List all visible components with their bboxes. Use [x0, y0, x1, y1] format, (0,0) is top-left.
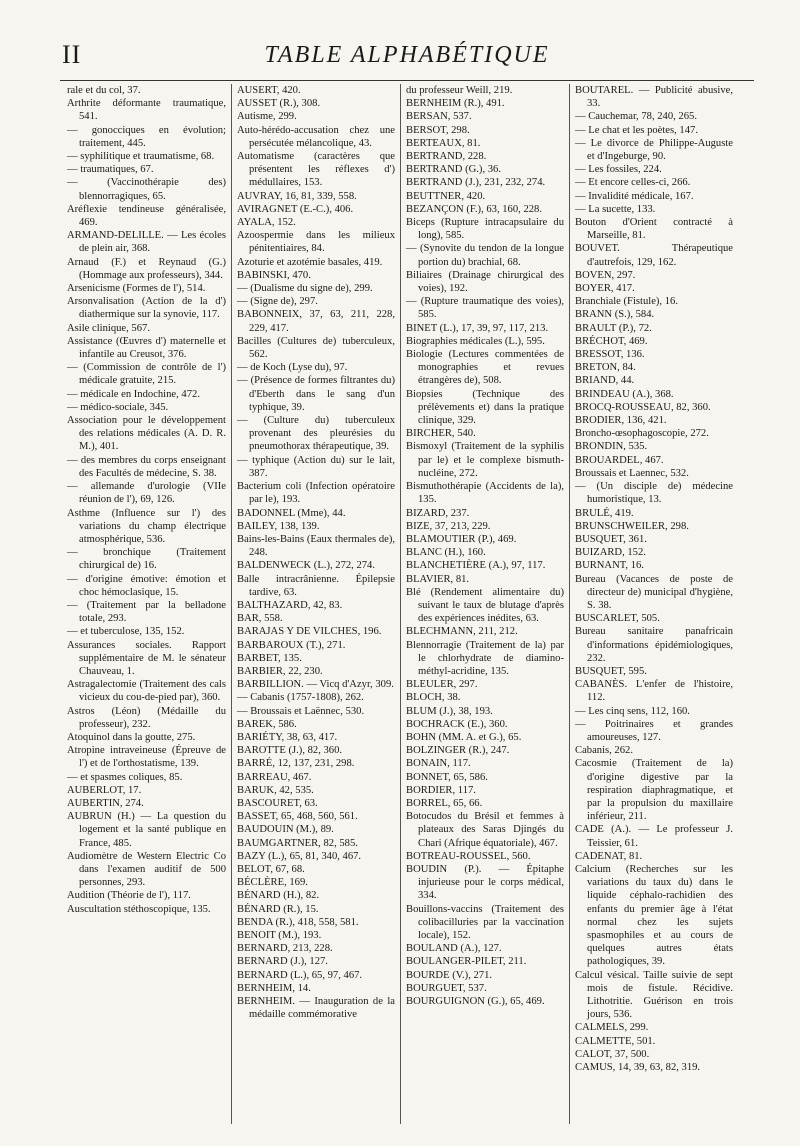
index-entry: BERTRAND, 228. [406, 151, 487, 163]
index-entry: BOHN (MM. A. et G.), 65. [406, 731, 522, 743]
index-entry: — (Vaccinothérapie des) blennorragiques, 65. [67, 177, 226, 202]
index-entry: — syphilitique et traumatisme, 68. [67, 151, 215, 163]
index-entry: BARBILLION. — Vicq d'Azyr, 309. [237, 679, 394, 691]
index-entry: — (Rupture traumatique des voies), 585. [406, 296, 564, 321]
index-entry: BRETON, 84. [575, 362, 636, 374]
index-entry: BARBET, 135. [237, 652, 302, 664]
index-entry: BENDA (R.), 418, 558, 581. [237, 916, 359, 928]
index-entry: Botocudos du Brésil et femmes à plateaux des Saras Djingés du Chari (Afrique équatoriale), 467. [406, 811, 564, 849]
index-entry: Aréflexie tendineuse généralisée, 469. [67, 203, 226, 229]
index-entry: BRINDEAU (A.), 368. [575, 388, 674, 400]
index-entry: BOURDE (V.), 271. [406, 969, 493, 981]
index-entry: — Le divorce de Philippe-Auguste et d'Ingeburge, 90. [575, 137, 733, 163]
index-entry: Assistance (Œuvres d') maternelle et infantile au Creusot, 376. [67, 335, 226, 361]
index-entry: — médico-sociale, 345. [67, 401, 169, 413]
index-entry: BIZARD, 237. [406, 507, 470, 519]
index-entry: BERTRAND (G.), 36. [406, 164, 501, 176]
index-entry: BELOT, 67, 68. [237, 863, 305, 875]
index-entry: BAROTTE (J.), 82, 360. [237, 745, 343, 757]
index-entry: BOLZINGER (R.), 247. [406, 745, 510, 757]
index-entry: Arnaud (F.) et Reynaud (G.) (Hommage aux professeurs), 344. [67, 256, 226, 281]
index-entry: BRUNSCHWEILER, 298. [575, 520, 689, 532]
index-entry: Bacterium coli (Infection opératoire par le), 193. [237, 481, 395, 506]
index-entry: rale et du col, 37. [67, 85, 141, 96]
index-entry: BASSET, 65, 468, 560, 561. [237, 811, 358, 823]
index-entry: Auto-hérédo-accusation chez une persécutée mélancolique, 43. [237, 124, 395, 149]
index-entry: Audiomètre de Western Electric Co dans l'examen auditif de 500 personnes, 293. [67, 850, 226, 889]
index-entry: BEZANÇON (F.), 63, 160, 228. [406, 203, 542, 215]
index-entry: CADE (A.). — Le professeur J. Teissier, 61. [575, 824, 733, 849]
index-entry: BARAJAS Y DE VILCHES, 196. [237, 626, 382, 638]
index-entry: BOURGUIGNON (G.), 65, 469. [406, 996, 545, 1008]
index-entry: BERSAN, 537. [406, 111, 472, 123]
index-entry: Blé (Rendement alimentaire du) suivant le taux de blutage d'après des expériences inédites, 63. [406, 586, 564, 625]
index-entry: AUBERTIN, 274. [67, 797, 144, 809]
index-entry: BLEULER, 297. [406, 679, 478, 691]
index-entry: — (Traitement par la belladone totale, 293. [67, 599, 226, 625]
index-entry: Biliaires (Drainage chirurgical des voies), 192. [406, 269, 564, 295]
index-entry: BRIAND, 44. [575, 375, 635, 387]
index-entry: BLECHMANN, 211, 212. [406, 626, 518, 638]
index-entry: BERNHEIM. — Inauguration de la médaille commémorative [237, 996, 395, 1021]
index-entry: — (Dualisme du signe de), 299. [237, 283, 373, 295]
index-entry: BRULÉ, 419. [575, 507, 634, 519]
index-entry: — (Synovite du tendon de la longue portion du) brachial, 68. [406, 243, 564, 268]
index-entry: BUIZARD, 152. [575, 547, 646, 559]
index-entry: BABONNEIX, 37, 63, 211, 228, 229, 417. [237, 309, 395, 334]
index-entry: Calcul vésical. Taille suivie de sept mois de fistule. Récidive. Lithotritie. Guérison en trois jours, 536. [575, 969, 733, 1021]
index-entry: Bureau (Vacances de poste de directeur de) municipal d'hygiène, S. 38. [575, 573, 733, 611]
index-entry: Azoospermie dans les milieux pénitentiaires, 84. [237, 230, 395, 255]
index-entry: Arsenicisme (Formes de l'), 514. [67, 283, 206, 295]
index-entry: BÉNARD (H.), 82. [237, 890, 320, 902]
index-entry: BINET (L.), 17, 39, 97, 117, 213. [406, 322, 549, 334]
index-entry: Cabanis, 262. [575, 745, 633, 757]
page-title: TABLE ALPHABÉTIQUE [264, 42, 550, 68]
index-entry: BORREL, 65, 66. [406, 797, 483, 809]
index-entry: Asile clinique, 567. [67, 322, 150, 334]
index-entry: CAMUS, 14, 39, 63, 82, 319. [575, 1062, 701, 1074]
index-entry: Branchiale (Fistule), 16. [575, 296, 678, 308]
index-entry: Bains-les-Bains (Eaux thermales de), 248. [237, 533, 395, 559]
index-entry: BARBIER, 22, 230. [237, 665, 323, 677]
index-entry: AUSSET (R.), 308. [237, 98, 321, 110]
index-entry: — Poitrinaires et grandes amoureuses, 127. [575, 718, 733, 743]
index-entry: — Et encore celles-ci, 266. [575, 177, 691, 189]
index-entry: BERNARD (L.), 65, 97, 467. [237, 969, 363, 981]
index-entry: BASCOURET, 63. [237, 797, 318, 809]
index-entry: BARREAU, 467. [237, 771, 312, 783]
index-entry: BRESSOT, 136. [575, 349, 645, 361]
index-entry: BERNARD, 213, 228. [237, 943, 333, 955]
index-entry: BRODIER, 136, 421. [575, 415, 667, 427]
index-entry: Bouton d'Orient contracté à Marseille, 81. [575, 217, 733, 242]
index-entry: Biopsies (Technique des prélèvements et) dans la pratique clinique, 329. [406, 388, 564, 427]
index-entry: BÉCLÈRE, 169. [237, 877, 308, 889]
index-entry: Bacilles (Cultures de) tuberculeux, 562. [237, 335, 395, 361]
index-entry: BARRÉ, 12, 137, 231, 298. [237, 758, 355, 770]
index-entry: BARBAROUX (T.), 271. [237, 639, 346, 651]
header-rule [60, 80, 754, 81]
index-entry: BEUTTNER, 420. [406, 190, 486, 202]
index-entry: Atropine intraveineuse (Épreuve de l') et de l'orthostatisme, 139. [67, 745, 226, 770]
index-entry: — (Commission de contrôle de l') médicale gratuite, 215. [67, 362, 226, 387]
index-entry: AUBERLOT, 17. [67, 784, 142, 796]
index-entry: — Cauchemar, 78, 240, 265. [575, 111, 697, 123]
index-entry: BORDIER, 117. [406, 784, 476, 796]
index-columns [62, 84, 754, 1124]
index-entry: BABINSKI, 470. [237, 269, 311, 281]
index-entry: — et tuberculose, 135, 152. [67, 626, 185, 638]
index-entry: Biographies médicales (L.), 595. [406, 335, 545, 347]
index-entry: BAREK, 586. [237, 718, 297, 730]
index-entry: — bronchique (Traitement chirurgical de) 16. [67, 547, 226, 572]
index-entry: BERTRAND (J.), 231, 232, 274. [406, 177, 546, 189]
index-column-4 [569, 84, 738, 1124]
index-entry: — Les cinq sens, 112, 160. [575, 705, 690, 717]
index-entry: Assurances sociales. Rapport supplémentaire de M. le sénateur Chauveau, 1. [67, 639, 226, 677]
index-entry: BOYER, 417. [575, 283, 635, 295]
index-entry: Biologie (Lectures commentées de monographies et revues étrangères de), 508. [406, 349, 564, 387]
index-entry: BUSQUET, 595. [575, 665, 647, 677]
index-entry: CABANÈS. L'enfer de l'histoire, 112. [575, 679, 733, 704]
index-entry: BÉNARD (R.), 15. [237, 903, 319, 915]
index-entry: — (Un disciple de) médecine humoristique, 13. [575, 481, 733, 506]
index-entry: Calcium (Recherches sur les variations du taux du) dans le liquide céphalo-rachidien des enfants du premier âge à l'état normal chez les sujets spasmophiles et au cours de quelques autres états pathologiques, 39. [575, 863, 733, 968]
index-entry: — (Signe de), 297. [237, 296, 318, 308]
index-entry: ARMAND-DELILLE. — Les écoles de plein air, 368. [67, 230, 226, 255]
index-entry: BRÉCHOT, 469. [575, 335, 648, 347]
index-entry: BRANN (S.), 584. [575, 309, 655, 321]
index-entry: Atoquinol dans la goutte, 275. [67, 731, 196, 743]
index-entry: BENOIT (M.), 193. [237, 930, 322, 941]
index-entry: CALOT, 37, 500. [575, 1048, 650, 1060]
index-entry: Asthme (Influence sur l') des variations du champ électrique atmosphérique, 536. [67, 507, 226, 545]
index-entry: BAUMGARTNER, 82, 585. [237, 837, 358, 849]
index-entry: BALTHAZARD, 42, 83. [237, 599, 343, 611]
index-entry: BONAIN, 117. [406, 758, 471, 770]
page-header [62, 40, 752, 74]
index-entry: — Les fossiles, 224. [575, 164, 662, 176]
index-entry: — médicale en Indochine, 472. [67, 388, 200, 400]
index-entry: — typhique (Action du) sur le lait, 387. [237, 454, 395, 479]
index-entry: Biceps (Rupture intracapsulaire du long), 585. [406, 217, 564, 242]
index-entry: BOUDIN (P.). — Épitaphe injurieuse pour le corps médical, 334. [406, 863, 564, 902]
index-entry: — Broussais et Laënnec, 530. [237, 705, 365, 717]
index-entry: BLUM (J.), 38, 193. [406, 705, 493, 717]
index-entry: BOCHRACK (E.), 360. [406, 718, 508, 730]
index-entry: BERTEAUX, 81. [406, 137, 481, 149]
index-entry: — La sucette, 133. [575, 203, 656, 215]
index-entry: Cacosmie (Traitement de la) d'origine digestive par la respiration diaphragmatique, et par la propulsion du maxillaire inférieur, 211. [575, 758, 733, 823]
index-entry: Arsonvalisation (Action de la d') diathermique sur la synovie, 117. [67, 296, 226, 321]
index-entry: — (Culture du) tuberculeux provenant des pleurésies du pneumothorax thérapeutique, 39. [237, 415, 395, 453]
index-entry: BLAMOUTIER (P.), 469. [406, 533, 517, 545]
page-number: II [62, 40, 82, 69]
index-entry: — gonocciques en évolution; traitement, 445. [67, 124, 226, 149]
index-entry: — Cabanis (1757-1808), 262. [237, 692, 364, 704]
index-entry: BIRCHER, 540. [406, 428, 476, 440]
index-entry: CALMETTE, 501. [575, 1035, 656, 1047]
index-entry: Astros (Léon) (Médaille du professeur), 232. [67, 705, 226, 730]
index-column-1 [62, 84, 231, 1124]
index-entry: BLANC (H.), 160. [406, 547, 486, 559]
index-entry: — (Présence de formes filtrantes du) d'Eberth dans le sang d'un typhique, 39. [237, 375, 395, 413]
index-entry: BURNANT, 16. [575, 560, 644, 572]
index-entry: BAUDOUIN (M.), 89. [237, 824, 334, 836]
index-entry: BERNHEIM (R.), 491. [406, 98, 505, 110]
index-entry: CALMELS, 299. [575, 1022, 649, 1034]
index-entry: Broussais et Laennec, 532. [575, 467, 689, 479]
index-entry: — Le chat et les poètes, 147. [575, 124, 698, 136]
index-entry: BOVEN, 297. [575, 269, 636, 281]
index-entry: Blennorragie (Traitement de la) par le chlorhydrate de diamino-méthyl-acridine, 135. [406, 639, 564, 677]
index-entry: BLOCH, 38. [406, 692, 461, 704]
index-entry: BOUTAREL. — Publicité abusive, 33. [575, 85, 733, 110]
index-entry: — d'origine émotive: émotion et choc hémoclasique, 15. [67, 573, 226, 598]
index-entry: BUSCARLET, 505. [575, 613, 660, 625]
index-entry: BARIÉTY, 38, 63, 417. [237, 731, 338, 743]
index-entry: BONNET, 65, 586. [406, 771, 488, 783]
index-entry: BERNHEIM, 14. [237, 982, 311, 994]
index-entry: BAZY (L.), 65, 81, 340, 467. [237, 850, 362, 862]
index-entry: Association pour le développement des relations médicales (A. D. R. M.), 401. [67, 415, 226, 453]
index-entry: AUVRAY, 16, 81, 339, 558. [237, 190, 357, 202]
index-entry: — et spasmes coliques, 85. [67, 771, 183, 783]
index-entry: AYALA, 152. [237, 217, 296, 229]
index-entry: BLAVIER, 81. [406, 573, 470, 585]
index-entry: Auscultation stéthoscopique, 135. [67, 903, 211, 915]
index-entry: AUBRUN (H.) — La question du logement et la santé publique en France, 485. [67, 811, 226, 849]
index-entry: — de Koch (Lyse du), 97. [237, 362, 348, 374]
index-entry: CADENAT, 81. [575, 850, 643, 862]
index-entry: BAILEY, 138, 139. [237, 520, 320, 532]
index-entry: Audition (Théorie de l'), 117. [67, 890, 191, 902]
index-entry: BIZE, 37, 213, 229. [406, 520, 491, 532]
index-entry: Bismuthothérapie (Accidents de la), 135. [406, 481, 564, 506]
index-entry: Balle intracrânienne. Épilepsie tardive, 63. [237, 573, 395, 598]
index-entry: BARUK, 42, 535. [237, 784, 314, 796]
index-entry: Bouillons-vaccins (Traitement des colibacilluries par la vaccination locale), 152. [406, 903, 564, 941]
index-column-3 [400, 84, 569, 1124]
index-entry: Azoturie et azotémie basales, 419. [237, 256, 383, 268]
index-entry: — traumatiques, 67. [67, 164, 154, 176]
index-entry: BOURGUET, 537. [406, 982, 487, 994]
index-entry: BLANCHETIÈRE (A.), 97, 117. [406, 560, 546, 572]
index-entry: AVIRAGNET (E.-C.), 406. [237, 203, 354, 215]
index-entry: BUSQUET, 361. [575, 533, 647, 545]
index-entry: AUSERT, 420. [237, 85, 301, 96]
index-entry: — des membres du corps enseignant des Facultés de médecine, S. 38. [67, 454, 226, 479]
index-entry: BOULAND (A.), 127. [406, 943, 502, 955]
index-entry: BERSOT, 298. [406, 124, 470, 136]
index-entry: BOUVET. Thérapeutique d'autrefois, 129, 162. [575, 243, 733, 268]
index-entry: BOULANGER-PILET, 211. [406, 956, 527, 968]
index-entry: Automatisme (caractères que présentent les réflexes d') médullaires, 153. [237, 151, 395, 189]
index-entry: — Invalidité médicale, 167. [575, 190, 694, 202]
index-entry: du professeur Weill, 219. [406, 85, 513, 96]
index-entry: Bureau sanitaire panafricain d'informations épidémiologiques, 232. [575, 626, 733, 664]
index-entry: BROUARDEL, 467. [575, 454, 664, 466]
index-entry: BROCQ-ROUSSEAU, 82, 360. [575, 401, 711, 413]
index-entry: BOTREAU-ROUSSEL, 560. [406, 850, 531, 862]
index-entry: BAR, 558. [237, 613, 283, 625]
index-entry: BRONDIN, 535. [575, 441, 648, 453]
index-entry: Autisme, 299. [237, 111, 297, 123]
index-entry: BADONNEL (Mme), 44. [237, 507, 346, 519]
index-entry: Arthrite déformante traumatique, 541. [67, 98, 226, 123]
index-entry: — allemande d'urologie (VIIe réunion de l'), 69, 126. [67, 481, 226, 506]
index-entry: Astragalectomie (Traitement des cals vicieux du cou-de-pied par), 360. [67, 679, 226, 704]
index-entry: BRAULT (P.), 72. [575, 322, 652, 334]
index-entry: Broncho-œsophagoscopie, 272. [575, 428, 709, 440]
index-entry: BERNARD (J.), 127. [237, 956, 328, 968]
index-column-2 [231, 84, 400, 1124]
index-entry: BALDENWECK (L.), 272, 274. [237, 560, 375, 572]
index-entry: Bismoxyl (Traitement de la syphilis par le) et le complexe bismuth-nucléine, 272. [406, 441, 564, 479]
